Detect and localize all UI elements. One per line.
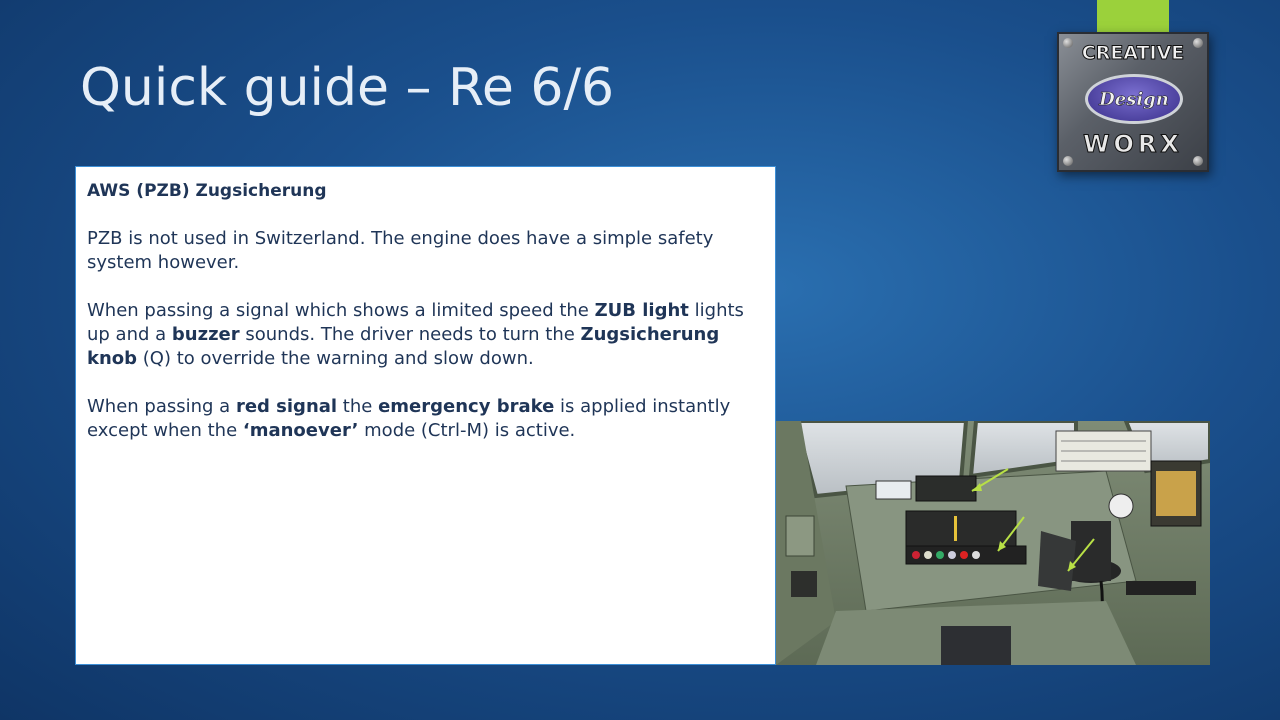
creative-design-worx-logo [1057,32,1209,172]
cab-screenshot [776,421,1210,665]
content-heading: AWS (PZB) Zugsicherung [87,181,327,201]
term-manoever: ‘manoever’ [242,420,359,441]
slide-title: Quick guide – Re 6/6 [80,58,615,118]
paragraph-pzb: PZB is not used in Switzerland. The engine does have a simple safety system however. [87,228,714,273]
term-zub-light: ZUB light [594,300,689,321]
paragraph-zub: When passing a signal which shows a limited speed the ZUB light lights up and a buzzer sounds. The driver needs to turn the Zugsicherung knob (Q) to override the warning and slow down. [87,300,744,369]
logo-oval [1085,74,1183,124]
paragraph-red-signal: When passing a red signal the emergency brake is applied instantly except when the ‘manoever’ mode (Ctrl-M) is active. [87,396,731,441]
term-emergency-brake: emergency brake [378,396,555,417]
term-zugsicherung-knob: Zugsicherung knob [87,324,720,369]
logo-text-worx: WORX [1083,130,1183,158]
content-box [75,166,776,665]
term-red-signal: red signal [235,396,338,417]
cab-illustration [776,421,1210,665]
logo-text-design: Design [1099,88,1169,110]
logo-text-creative: CREATIVE [1081,42,1185,64]
term-buzzer: buzzer [171,324,240,345]
accent-bar [1097,0,1169,32]
